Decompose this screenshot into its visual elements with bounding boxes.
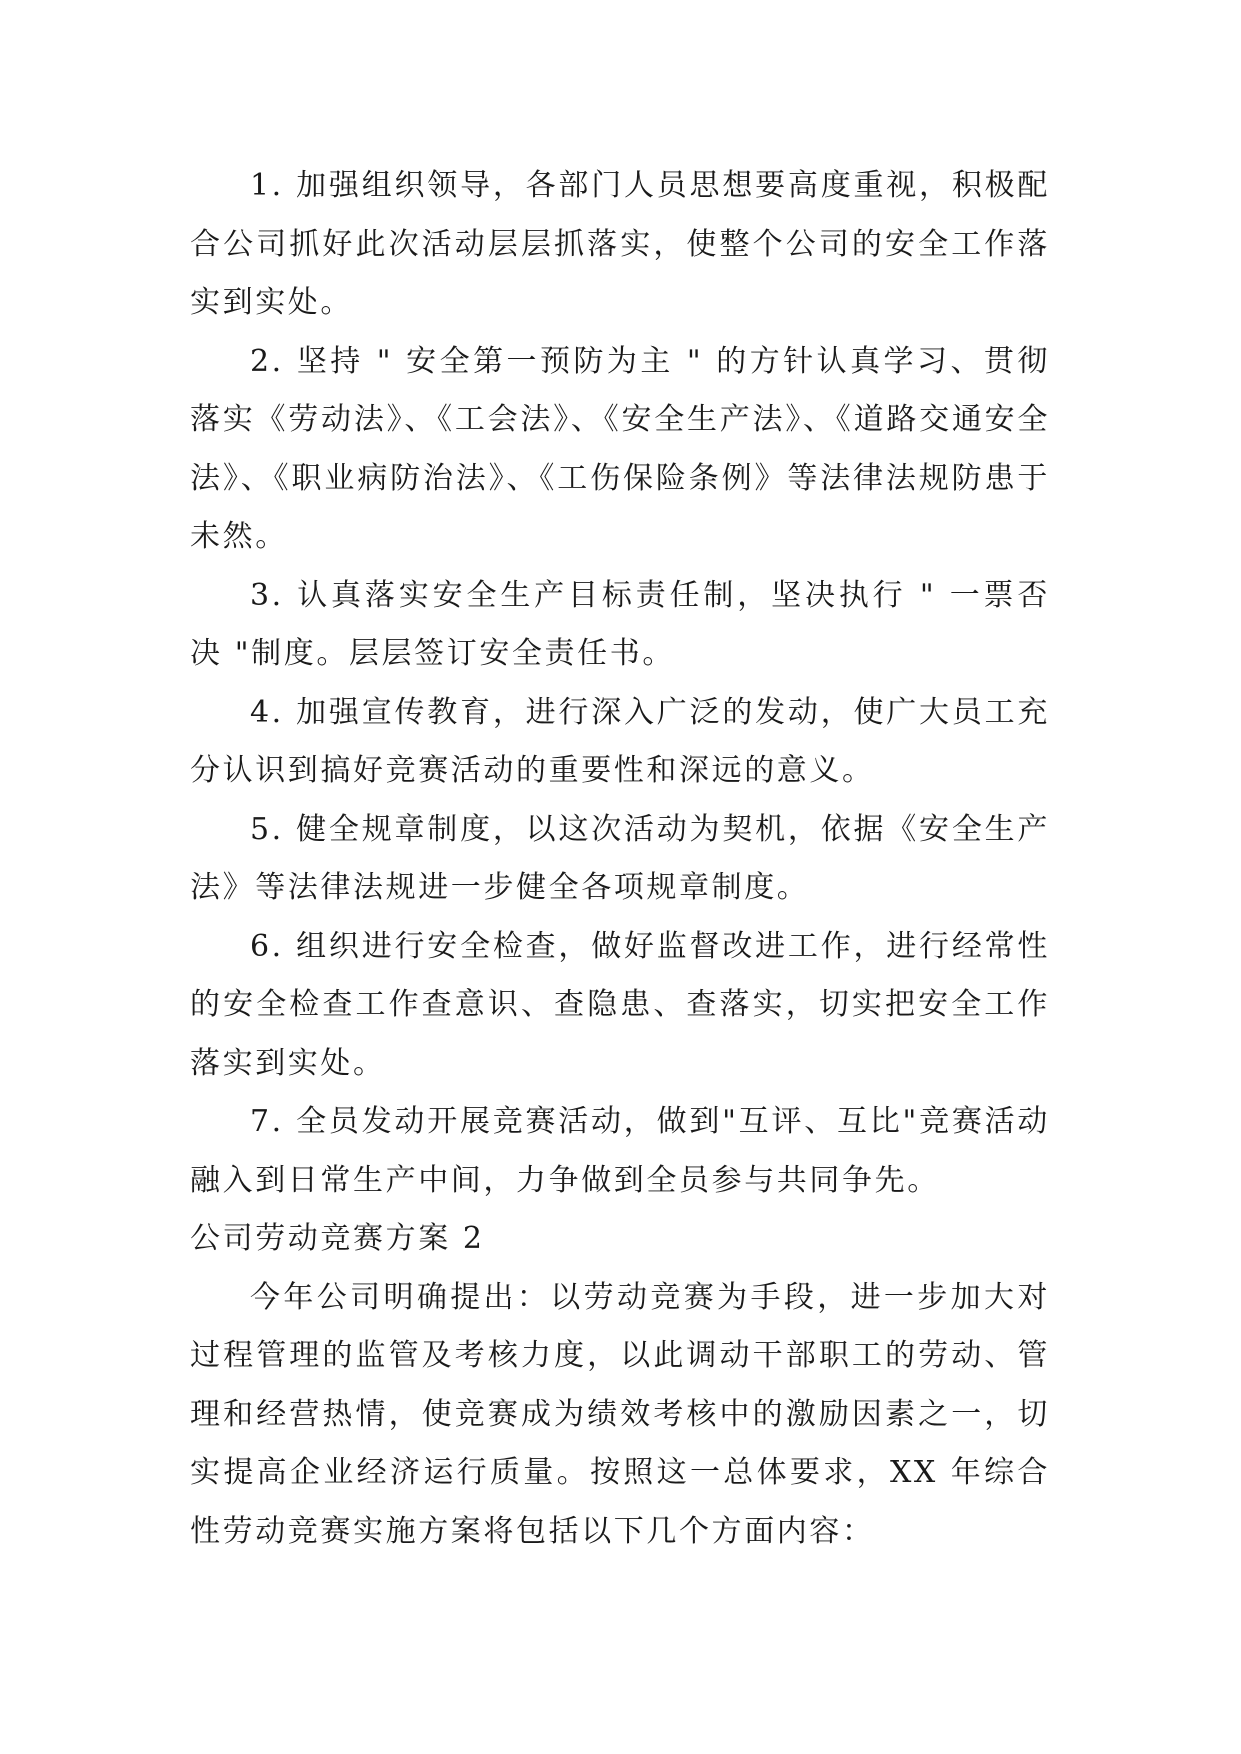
paragraph-item-6: 6. 组织进行安全检查，做好监督改进工作，进行经常性的安全检查工作查意识、查隐患、查落实，切实把安全工作落实到实处。 xyxy=(190,928,1050,1081)
paragraph-item-5: 5. 健全规章制度，以这次活动为契机，依据《安全生产法》等法律法规进一步健全各项规章制度。 xyxy=(190,811,1050,905)
paragraph-item-7: 7. 全员发动开展竞赛活动，做到"互评、互比"竞赛活动融入到日常生产中间，力争做到全员参与共同争先。 xyxy=(190,1104,1050,1198)
section-heading: 公司劳动竞赛方案 2 xyxy=(190,1221,485,1256)
intro-paragraph: 今年公司明确提出：以劳动竞赛为手段，进一步加大对过程管理的监管及考核力度，以此调动干部职工的劳动、管理和经营热情，使竞赛成为绩效考核中的激励因素之一，切实提高企业经济运行质量。按照这一总体要求，XX 年综合性劳动竞赛实施方案将包括以下几个方面内容： xyxy=(190,1279,1050,1549)
paragraph-item-3: 3. 认真落实安全生产目标责任制，坚决执行 " 一票否决 "制度。层层签订安全责任书。 xyxy=(190,577,1050,671)
paragraph-item-1: 1. 加强组织领导，各部门人员思想要高度重视，积极配合公司抓好此次活动层层抓落实，使整个公司的安全工作落实到实处。 xyxy=(190,168,1050,320)
paragraph-item-2: 2. 坚持 " 安全第一预防为主 " 的方针认真学习、贯彻落实《劳动法》、《工会法》、《安全生产法》、《道路交通安全法》、《职业病防治法》、《工伤保险条例》等法律法规防患于未然。 xyxy=(190,343,1050,554)
document-body xyxy=(190,157,1050,1561)
paragraph-item-4: 4. 加强宣传教育，进行深入广泛的发动，使广大员工充分认识到搞好竞赛活动的重要性和深远的意义。 xyxy=(190,694,1050,788)
